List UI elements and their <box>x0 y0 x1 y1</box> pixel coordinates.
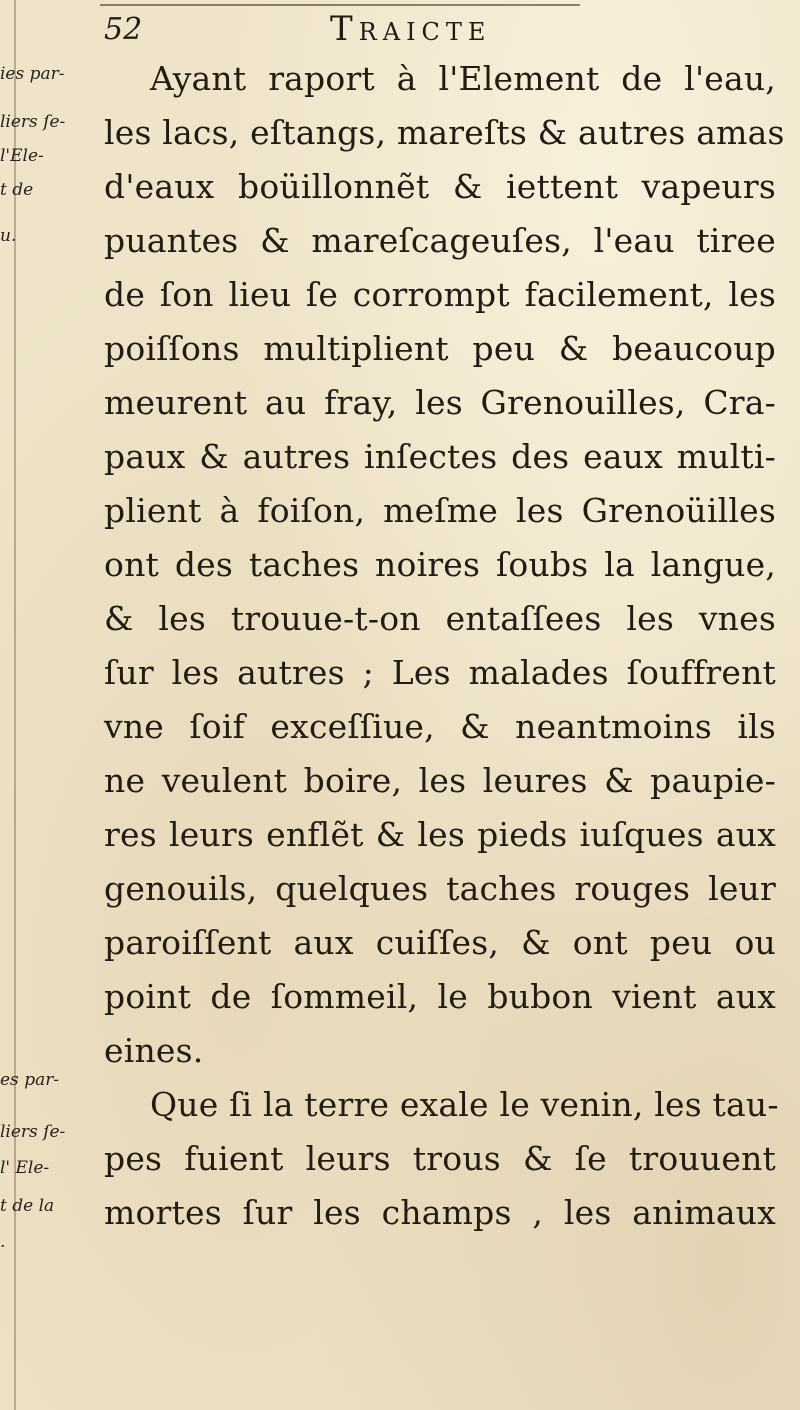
text-line: vne ſoif exceſſiue, & neantmoins ils <box>104 707 776 746</box>
text-line: puantes & mareſcageuſes, l'eau tiree <box>104 221 776 260</box>
text-line: Ayant raport à l'Element de l'eau, <box>150 59 776 98</box>
text-line: mortes ſur les champs , les animaux <box>104 1193 776 1232</box>
margin-note: liers ſe- <box>0 112 66 132</box>
text-line: ne veulent boire, les leures & paupie- <box>104 761 776 800</box>
running-head: Traicte <box>330 9 492 49</box>
text-line: point de ſommeil, le bubon vient aux <box>104 977 776 1016</box>
margin-note: l'Ele- <box>0 146 44 166</box>
text-line: ſur les autres ; Les malades ſouffrent <box>104 653 776 692</box>
margin-note: t de la <box>0 1196 55 1216</box>
margin-note: t de <box>0 180 34 200</box>
paragraph-water <box>104 52 785 1078</box>
text-line: paroiſſent aux cuiſſes, & ont peu ou <box>104 923 776 962</box>
text-line: d'eaux boüillonnẽt & iettent vapeurs <box>104 167 776 206</box>
paragraph-earth <box>104 1078 779 1240</box>
margin-note: l' Ele- <box>0 1158 50 1178</box>
text-line: genouils, quelques taches rouges leur <box>104 869 776 908</box>
text-line: paux & autres inſectes des eaux multi- <box>104 437 776 476</box>
text-line: ont des taches noires ſoubs la langue, <box>104 545 776 584</box>
text-line: eines. <box>104 1031 204 1070</box>
page-number: 52 <box>104 12 143 47</box>
body-text <box>104 52 785 1240</box>
margin-note: u. <box>0 226 17 246</box>
text-line: & les trouue-t-on entaſſees les vnes <box>104 599 776 638</box>
margin-note: . <box>0 1232 6 1252</box>
text-line: meurent au fray, les Grenouilles, Cra- <box>104 383 776 422</box>
margin-note: liers ſe- <box>0 1122 66 1142</box>
text-line: Que ſi la terre exale le venin, les tau- <box>150 1085 779 1124</box>
header-rule <box>100 4 580 6</box>
text-line: res leurs enflẽt & les pieds iuſques aux <box>104 815 776 854</box>
text-line: les lacs, eſtangs, mareſts & autres amas <box>104 113 785 152</box>
text-line: poiſſons multiplient peu & beaucoup <box>104 329 776 368</box>
margin-note: es par- <box>0 1070 60 1090</box>
margin-notes <box>0 0 100 1410</box>
page-header <box>0 8 800 48</box>
text-line: de ſon lieu ſe corrompt facilement, les <box>104 275 776 314</box>
text-line: plient à foiſon, meſme les Grenoüilles <box>104 491 776 530</box>
margin-note: ies par- <box>0 64 65 84</box>
text-line: pes fuient leurs trous & ſe trouuent <box>104 1139 776 1178</box>
